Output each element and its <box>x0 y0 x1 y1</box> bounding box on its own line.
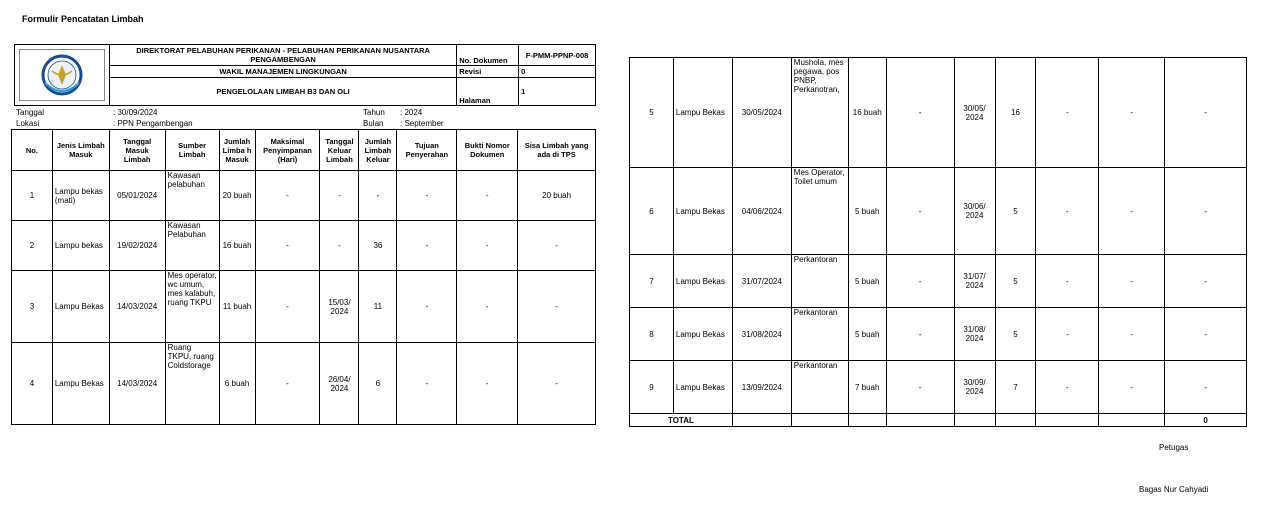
doc-no-label: No. Dokumen <box>457 45 519 66</box>
table-row <box>12 271 596 343</box>
column-header: Sisa Limbah yang ada di TPS <box>518 130 596 171</box>
table-cell: 5 buah <box>848 168 886 255</box>
column-header: Jumlah Limbah Keluar <box>359 130 397 171</box>
table-cell: 04/06/2024 <box>732 168 791 255</box>
table-cell: - <box>1165 361 1247 414</box>
column-header: Jenis Limbah Masuk <box>52 130 109 171</box>
table-cell: 1 <box>12 171 53 221</box>
table-cell: 30/05/2024 <box>732 58 791 168</box>
table-row <box>630 255 1247 308</box>
logo-cell <box>15 45 110 106</box>
table-cell: - <box>255 171 320 221</box>
lokasi-value: : PPN Pengambengan <box>113 119 193 128</box>
empty-cell <box>791 414 848 427</box>
table-cell: - <box>1165 255 1247 308</box>
table-cell: Perkantoran <box>791 361 848 414</box>
table-cell: 15/03/ 2024 <box>320 271 359 343</box>
table-cell: 5 <box>630 58 674 168</box>
table-cell: 16 buah <box>219 221 255 271</box>
table-cell: Lampu Bekas <box>52 271 109 343</box>
total-label: TOTAL <box>630 414 733 427</box>
table-cell: - <box>1036 58 1099 168</box>
table-cell: 11 buah <box>219 271 255 343</box>
table-cell: - <box>518 271 596 343</box>
table-cell: - <box>1036 168 1099 255</box>
table-cell: 9 <box>630 361 674 414</box>
table-cell: - <box>1036 308 1099 361</box>
table-cell: - <box>886 255 954 308</box>
column-header: Tanggal Masuk Limbah <box>109 130 165 171</box>
table-cell: 6 buah <box>219 343 255 425</box>
table-cell: 6 <box>359 343 397 425</box>
total-value: 0 <box>1165 414 1247 427</box>
table-cell: Lampu Bekas <box>673 58 732 168</box>
table-cell: - <box>320 221 359 271</box>
table-cell: 7 <box>630 255 674 308</box>
table-cell: Lampu Bekas <box>52 343 109 425</box>
table-cell: 5 buah <box>848 308 886 361</box>
table-cell: 5 <box>995 308 1036 361</box>
table-cell: 7 <box>995 361 1036 414</box>
table-cell: - <box>518 343 596 425</box>
tanggal-value: : 30/09/2024 <box>113 108 158 117</box>
institution-logo <box>19 49 105 101</box>
table-cell: Mes operator, wc umum, mes kalabuh, ruang TKPU <box>165 271 219 343</box>
table-cell: Lampu bekas (mati) <box>52 171 109 221</box>
halaman-label: Halaman <box>457 78 519 106</box>
tahun-label: Tahun <box>363 108 385 117</box>
table-cell: 30/05/ 2024 <box>954 58 995 168</box>
form-title: Formulir Pencatatan Limbah <box>22 14 144 24</box>
document-header <box>14 44 596 106</box>
waste-table-left <box>11 129 596 425</box>
table-cell: - <box>397 343 457 425</box>
table-cell: Lampu Bekas <box>673 168 732 255</box>
table-cell: 30/06/ 2024 <box>954 168 995 255</box>
table-cell: 31/07/2024 <box>732 255 791 308</box>
table-row <box>630 308 1247 361</box>
table-cell: 14/03/2024 <box>109 271 165 343</box>
table-cell: Ruang TKPU, ruang Coldstorage <box>165 343 219 425</box>
table-cell: - <box>255 343 320 425</box>
table-cell: - <box>320 171 359 221</box>
empty-cell <box>954 414 995 427</box>
column-header: Tujuan Penyerahan <box>397 130 457 171</box>
column-header: Bukti Nomor Dokumen <box>457 130 518 171</box>
bulan-label: Bulan <box>363 119 384 128</box>
bulan-value: : September <box>400 119 444 128</box>
table-cell: 31/08/2024 <box>732 308 791 361</box>
table-cell: - <box>457 221 518 271</box>
empty-cell <box>848 414 886 427</box>
table-cell: 31/07/ 2024 <box>954 255 995 308</box>
table-cell: - <box>457 171 518 221</box>
column-header: Tanggal Keluar Limbah <box>320 130 359 171</box>
empty-cell <box>1036 414 1099 427</box>
table-cell: - <box>1165 308 1247 361</box>
column-header: Sumber Limbah <box>165 130 219 171</box>
table-cell: Mushola, mes pegawa, pos PNBP, Perkanotran, <box>791 58 848 168</box>
empty-cell <box>886 414 954 427</box>
doc-no-value: F-PMM-PPNP-008 <box>519 45 596 66</box>
table-cell: Lampu Bekas <box>673 308 732 361</box>
table-cell: - <box>1099 58 1165 168</box>
table-cell: 5 <box>995 168 1036 255</box>
table-cell: 13/09/2024 <box>732 361 791 414</box>
tahun-value: : 2024 <box>400 108 423 117</box>
table-row <box>12 343 596 425</box>
table-cell: - <box>1165 168 1247 255</box>
table-cell: - <box>1165 58 1247 168</box>
table-cell: 5 <box>995 255 1036 308</box>
unit-name: WAKIL MANAJEMEN LINGKUNGAN <box>109 66 456 78</box>
table-cell: - <box>1099 168 1165 255</box>
table-cell: Kawasan Pelabuhan <box>165 221 219 271</box>
table-cell: - <box>359 171 397 221</box>
table-cell: 8 <box>630 308 674 361</box>
table-cell: - <box>457 343 518 425</box>
revisi-value: 0 <box>519 66 596 78</box>
table-cell: 11 <box>359 271 397 343</box>
table-cell: Kawasan pelabuhan <box>165 171 219 221</box>
table-row <box>630 168 1247 255</box>
empty-cell <box>732 414 791 427</box>
halaman-value: 1 <box>519 78 596 106</box>
tanggal-label: Tanggal <box>16 108 45 117</box>
lokasi-label: Lokasi <box>16 119 40 128</box>
table-cell: - <box>886 168 954 255</box>
table-cell: - <box>397 221 457 271</box>
table-cell: - <box>255 271 320 343</box>
table-row <box>630 58 1247 168</box>
empty-cell <box>1099 414 1165 427</box>
table-cell: 05/01/2024 <box>109 171 165 221</box>
table-cell: Lampu Bekas <box>673 361 732 414</box>
table-cell: - <box>397 171 457 221</box>
empty-cell <box>995 414 1036 427</box>
table-cell: - <box>1099 308 1165 361</box>
org-line: DIREKTORAT PELABUHAN PERIKANAN - PELABUHAN PERIKANAN NUSANTARA PENGAMBENGAN <box>109 45 456 66</box>
table-cell: 7 buah <box>848 361 886 414</box>
revisi-label: Revisi <box>457 66 519 78</box>
table-cell: - <box>886 58 954 168</box>
table-cell: 30/09/ 2024 <box>954 361 995 414</box>
table-cell: Perkantoran <box>791 308 848 361</box>
table-cell: - <box>397 271 457 343</box>
table-row <box>12 171 596 221</box>
table-cell: 16 <box>995 58 1036 168</box>
table-cell: 26/04/ 2024 <box>320 343 359 425</box>
column-header: Maksimal Penyimpanan (Hari) <box>255 130 320 171</box>
table-cell: Mes Operator, Toilet umum <box>791 168 848 255</box>
table-cell: 19/02/2024 <box>109 221 165 271</box>
column-header: No. <box>12 130 53 171</box>
table-cell: Lampu bekas <box>52 221 109 271</box>
table-cell: - <box>457 271 518 343</box>
table-cell: 5 buah <box>848 255 886 308</box>
table-row <box>12 221 596 271</box>
table-row <box>630 361 1247 414</box>
table-cell: 14/03/2024 <box>109 343 165 425</box>
table-cell: 20 buah <box>219 171 255 221</box>
table-cell: - <box>255 221 320 271</box>
total-row <box>630 414 1247 427</box>
table-cell: - <box>1099 255 1165 308</box>
table-cell: - <box>1036 255 1099 308</box>
signature-role: Petugas <box>1159 443 1189 452</box>
waste-table-right <box>629 57 1247 427</box>
table-cell: - <box>886 308 954 361</box>
table-cell: 4 <box>12 343 53 425</box>
table-cell: - <box>518 221 596 271</box>
table-cell: Lampu Bekas <box>673 255 732 308</box>
table-cell: Perkantoran <box>791 255 848 308</box>
signature-name: Bagas Nur Cahyadi <box>1139 485 1209 494</box>
table-cell: 36 <box>359 221 397 271</box>
table-cell: - <box>1036 361 1099 414</box>
table-cell: 3 <box>12 271 53 343</box>
table-cell: 16 buah <box>848 58 886 168</box>
table-cell: - <box>1099 361 1165 414</box>
table-cell: - <box>886 361 954 414</box>
table-cell: 6 <box>630 168 674 255</box>
subject: PENGELOLAAN LIMBAH B3 DAN OLI <box>109 78 456 106</box>
column-header: Jumlah Limba h Masuk <box>219 130 255 171</box>
table-cell: 2 <box>12 221 53 271</box>
table-cell: 31/08/ 2024 <box>954 308 995 361</box>
table-cell: 20 buah <box>518 171 596 221</box>
